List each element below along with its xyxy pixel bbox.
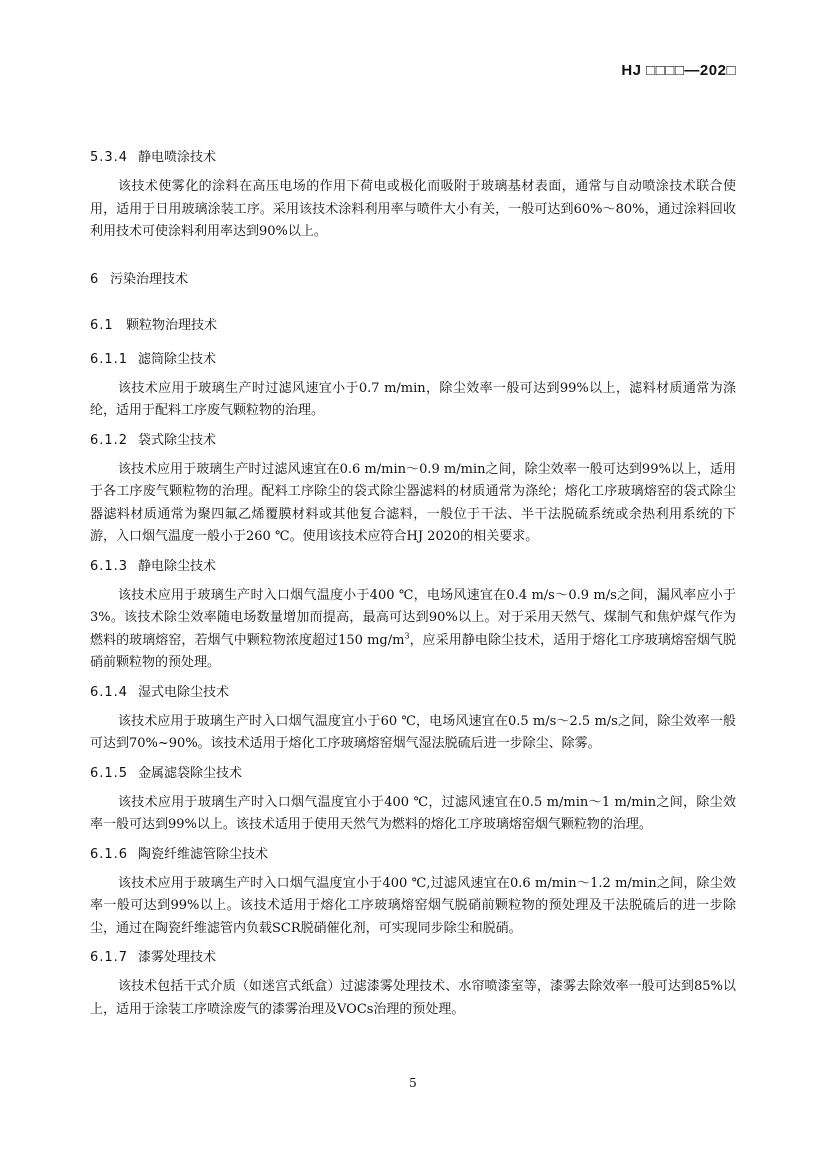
section-heading-6-1-7 [90, 948, 736, 968]
section-number: 6.1.6 [90, 846, 129, 862]
document-code-header: HJ □□□□—202□ [621, 62, 736, 79]
section-title: 滤筒除尘技术 [138, 351, 217, 367]
section-title: 袋式除尘技术 [138, 432, 217, 448]
section-heading-6-1 [90, 316, 736, 336]
section-number: 6 [90, 271, 100, 287]
body-text: 该技术应用于玻璃生产时入口烟气温度小于400 ℃，电场风速宜在0.4 m/s～0.9 m/s之间，漏风率应小于3%。该技术除尘效率随电场数量增加而提高，最高可达到90%以上。对于采用天然气、煤制气和焦炉煤气作为燃料的玻璃熔窑，若烟气中颗粒物浓度超过150 mg/m [90, 587, 736, 648]
section-title: 静电喷涂技术 [138, 150, 217, 165]
section-title: 污染治理技术 [110, 271, 189, 287]
section-number: 5.3.4 [90, 150, 129, 165]
section-heading-6-1-3 [90, 557, 736, 577]
section-number: 6.1.1 [90, 351, 129, 367]
section-body-6-1-3 [90, 585, 736, 675]
body-text: ，应采用静电除尘技术，适用于熔化工序玻璃熔窑烟气脱硝前颗粒物的预处理。 [90, 632, 736, 670]
section-number: 6.1.2 [90, 432, 129, 448]
section-number: 6.1.3 [90, 558, 129, 574]
section-heading-6-1-6 [90, 845, 736, 865]
section-number: 6.1 [90, 317, 114, 333]
section-body-6-1-5: 该技术应用于玻璃生产时入口烟气温度宜小于400 ℃，过滤风速宜在0.5 m/min～1 m/min之间，除尘效率一般可达到99%以上。该技术适用于使用天然气为燃料的熔化工序玻璃熔窑烟气颗粒物的治理。 [90, 794, 736, 832]
page-content [90, 148, 736, 1021]
section-heading-6-1-5 [90, 764, 736, 784]
section-title: 静电除尘技术 [138, 558, 217, 574]
page-number: 5 [409, 1076, 417, 1090]
section-title: 湿式电除尘技术 [138, 684, 230, 700]
section-body-6-1-6: 该技术应用于玻璃生产时入口烟气温度宜小于400 ℃,过滤风速宜在0.6 m/min～1.2 m/min之间，除尘效率一般可达到99%以上。该技术适用于熔化工序玻璃熔窑烟气脱硝前颗粒物的预处理及干法脱硫后的进一步除尘，通过在陶瓷纤维滤管内负载SCR脱硝催化剂，可实现同步除尘和脱硝。 [90, 875, 736, 936]
section-number: 6.1.5 [90, 765, 129, 781]
section-body-5-3-4: 该技术使雾化的涂料在高压电场的作用下荷电或极化而吸附于玻璃基材表面，通常与自动喷涂技术联合使用，适用于日用玻璃涂装工序。采用该技术涂料利用率与喷件大小有关，一般可达到60%～80%，通过涂料回收利用技术可使涂料利用率达到90%以上。 [90, 179, 736, 239]
section-title: 颗粒物治理技术 [126, 317, 218, 333]
section-heading-6 [90, 270, 736, 290]
section-heading-6-1-4 [90, 683, 736, 703]
section-number: 6.1.7 [90, 950, 129, 965]
section-title: 陶瓷纤维滤管除尘技术 [138, 846, 269, 862]
section-title: 漆雾处理技术 [138, 950, 217, 965]
section-title: 金属滤袋除尘技术 [138, 765, 243, 781]
section-number: 6.1.4 [90, 684, 129, 700]
section-body-6-1-1: 该技术应用于玻璃生产时过滤风速宜小于0.7 m/min，除尘效率一般可达到99%以上，滤料材质通常为涤纶，适用于配料工序废气颗粒物的治理。 [90, 380, 736, 418]
section-body-6-1-2: 该技术应用于玻璃生产时过滤风速宜在0.6 m/min～0.9 m/min之间，除尘效率一般可达到99%以上，适用于各工序废气颗粒物的治理。配料工序除尘的袋式除尘器滤料的材质通常为涤纶；熔化工序玻璃熔窑的袋式除尘器滤料材质通常为聚四氟乙烯覆膜材料或其他复合滤料，一般位于干法、半干法脱硫系统或余热利用系统的下游，入口烟气温度一般小于260 ℃。使用该技术应符合HJ 2020的相关要求。 [90, 461, 736, 544]
section-body-6-1-4: 该技术应用于玻璃生产时入口烟气温度宜小于60 ℃，电场风速宜在0.5 m/s～2.5 m/s之间，除尘效率一般可达到70%~90%。该技术适用于熔化工序玻璃熔窑烟气湿法脱硫后进一步除尘、除雾。 [90, 713, 736, 751]
section-heading-6-1-2 [90, 431, 736, 451]
section-body-6-1-7: 该技术包括干式介质（如迷宫式纸盒）过滤漆雾处理技术、水帘喷漆室等，漆雾去除效率一般可达到85%以上，适用于涂装工序喷涂废气的漆雾治理及VOCs治理的预处理。 [90, 979, 736, 1017]
section-heading-5-3-4 [90, 148, 736, 168]
superscript: 3 [404, 631, 410, 641]
section-heading-6-1-1 [90, 350, 736, 370]
